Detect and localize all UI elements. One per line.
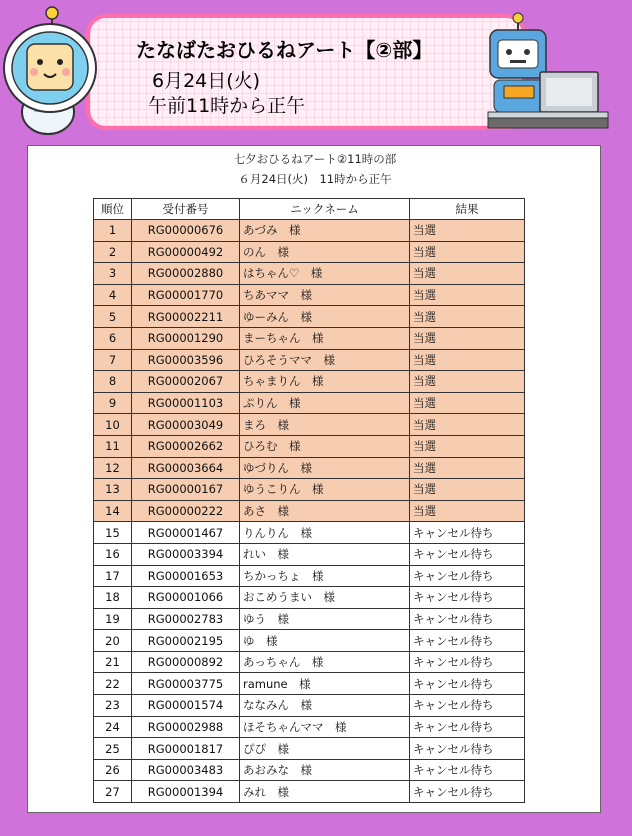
event-time: 午前11時から正午 [148,95,306,117]
column-header-rank: 順位 [94,199,132,220]
table-row [94,781,525,803]
rank-cell: 7 [94,349,132,371]
nickname-cell: ひろむ 様 [240,435,410,457]
rank-cell: 23 [94,695,132,717]
table-row [94,457,525,479]
result-cell: 当選 [410,414,525,436]
result-cell: 当選 [410,371,525,393]
column-header-result: 結果 [410,199,525,220]
id-cell: RG00002211 [132,306,240,328]
rank-cell: 18 [94,587,132,609]
result-cell: 当選 [410,457,525,479]
result-cell: 当選 [410,241,525,263]
rank-cell: 26 [94,759,132,781]
id-cell: RG00002195 [132,630,240,652]
table-row [94,479,525,501]
result-cell: 当選 [410,263,525,285]
rank-cell: 11 [94,435,132,457]
nickname-cell: あづみ 様 [240,220,410,242]
id-cell: RG00003483 [132,759,240,781]
table-row [94,435,525,457]
result-cell: 当選 [410,284,525,306]
rank-cell: 19 [94,608,132,630]
id-cell: RG00001817 [132,738,240,760]
nickname-cell: まーちゃん 様 [240,327,410,349]
nickname-cell: まろ 様 [240,414,410,436]
nickname-cell: ramune 様 [240,673,410,695]
result-cell: キャンセル待ち [410,738,525,760]
result-cell: 当選 [410,500,525,522]
rank-cell: 3 [94,263,132,285]
table-row [94,241,525,263]
table-row [94,651,525,673]
id-cell: RG00002662 [132,435,240,457]
rank-cell: 2 [94,241,132,263]
table-row [94,220,525,242]
nickname-cell: れい 様 [240,543,410,565]
id-cell: RG00002783 [132,608,240,630]
table-row [94,263,525,285]
id-cell: RG00003664 [132,457,240,479]
sheet-subtitle: ６月24日(火) 11時から正午 [238,172,392,186]
result-cell: キャンセル待ち [410,781,525,803]
id-cell: RG00003775 [132,673,240,695]
table-row [94,673,525,695]
result-cell: 当選 [410,435,525,457]
rank-cell: 8 [94,371,132,393]
result-cell: 当選 [410,349,525,371]
page-title: たなばたおひるねアート【②部】 [136,38,433,62]
nickname-cell: ぴぴ 様 [240,738,410,760]
rank-cell: 12 [94,457,132,479]
id-cell: RG00001290 [132,327,240,349]
sheet-title: 七夕おひるねアート②11時の部 [233,152,397,166]
result-cell: キャンセル待ち [410,673,525,695]
result-cell: 当選 [410,392,525,414]
result-cell: キャンセル待ち [410,543,525,565]
table-row [94,414,525,436]
result-cell: キャンセル待ち [410,630,525,652]
table-row [94,738,525,760]
table-row [94,284,525,306]
id-cell: RG00003049 [132,414,240,436]
nickname-cell: みれ 様 [240,781,410,803]
column-header-id: 受付番号 [132,199,240,220]
id-cell: RG00001653 [132,565,240,587]
id-cell: RG00002988 [132,716,240,738]
nickname-cell: あさ 様 [240,500,410,522]
rank-cell: 1 [94,220,132,242]
rank-cell: 20 [94,630,132,652]
nickname-cell: ゆ 様 [240,630,410,652]
table-row [94,349,525,371]
id-cell: RG00000222 [132,500,240,522]
rank-cell: 6 [94,327,132,349]
result-cell: キャンセル待ち [410,651,525,673]
id-cell: RG00001574 [132,695,240,717]
id-cell: RG00000676 [132,220,240,242]
table-row [94,500,525,522]
table-row [94,543,525,565]
id-cell: RG00001066 [132,587,240,609]
table-row [94,392,525,414]
robot-illustration [482,12,614,134]
id-cell: RG00000167 [132,479,240,501]
nickname-cell: はちゃん♡ 様 [240,263,410,285]
id-cell: RG00001467 [132,522,240,544]
nickname-cell: ゆづりん 様 [240,457,410,479]
id-cell: RG00003596 [132,349,240,371]
result-cell: 当選 [410,220,525,242]
rank-cell: 21 [94,651,132,673]
table-row [94,587,525,609]
nickname-cell: ななみん 様 [240,695,410,717]
result-cell: キャンセル待ち [410,759,525,781]
table-row [94,371,525,393]
nickname-cell: ひろそうママ 様 [240,349,410,371]
result-cell: 当選 [410,327,525,349]
nickname-cell: ほそちゃんママ 様 [240,716,410,738]
nickname-cell: ゆーみん 様 [240,306,410,328]
id-cell: RG00002880 [132,263,240,285]
result-cell: キャンセル待ち [410,587,525,609]
table-row [94,327,525,349]
astronaut-illustration [0,0,100,140]
table-row [94,565,525,587]
id-cell: RG00001103 [132,392,240,414]
nickname-cell: ぷりん 様 [240,392,410,414]
table-row [94,608,525,630]
results-table-body [94,220,525,803]
table-row [94,759,525,781]
id-cell: RG00003394 [132,543,240,565]
id-cell: RG00000892 [132,651,240,673]
nickname-cell: おこめうまい 様 [240,587,410,609]
table-row [94,630,525,652]
rank-cell: 15 [94,522,132,544]
nickname-cell: ゆう 様 [240,608,410,630]
column-header-nickname: ニックネーム [240,199,410,220]
table-row [94,306,525,328]
result-cell: キャンセル待ち [410,716,525,738]
event-date: 6月24日(火) [152,70,261,92]
nickname-cell: ちかっちょ 様 [240,565,410,587]
table-row [94,695,525,717]
result-cell: キャンセル待ち [410,522,525,544]
rank-cell: 4 [94,284,132,306]
result-cell: 当選 [410,479,525,501]
nickname-cell: ちゃまりん 様 [240,371,410,393]
rank-cell: 24 [94,716,132,738]
nickname-cell: のん 様 [240,241,410,263]
table-row [94,716,525,738]
rank-cell: 17 [94,565,132,587]
id-cell: RG00000492 [132,241,240,263]
rank-cell: 5 [94,306,132,328]
results-table [93,198,525,803]
nickname-cell: ゆうこりん 様 [240,479,410,501]
result-cell: キャンセル待ち [410,565,525,587]
nickname-cell: あおみな 様 [240,759,410,781]
rank-cell: 16 [94,543,132,565]
rank-cell: 27 [94,781,132,803]
rank-cell: 25 [94,738,132,760]
nickname-cell: ちあママ 様 [240,284,410,306]
result-cell: キャンセル待ち [410,695,525,717]
id-cell: RG00002067 [132,371,240,393]
rank-cell: 22 [94,673,132,695]
id-cell: RG00001394 [132,781,240,803]
rank-cell: 9 [94,392,132,414]
rank-cell: 10 [94,414,132,436]
table-header-row [94,199,525,220]
results-sheet [27,145,601,813]
rank-cell: 14 [94,500,132,522]
rank-cell: 13 [94,479,132,501]
result-cell: 当選 [410,306,525,328]
id-cell: RG00001770 [132,284,240,306]
nickname-cell: あっちゃん 様 [240,651,410,673]
result-cell: キャンセル待ち [410,608,525,630]
nickname-cell: りんりん 様 [240,522,410,544]
table-row [94,522,525,544]
